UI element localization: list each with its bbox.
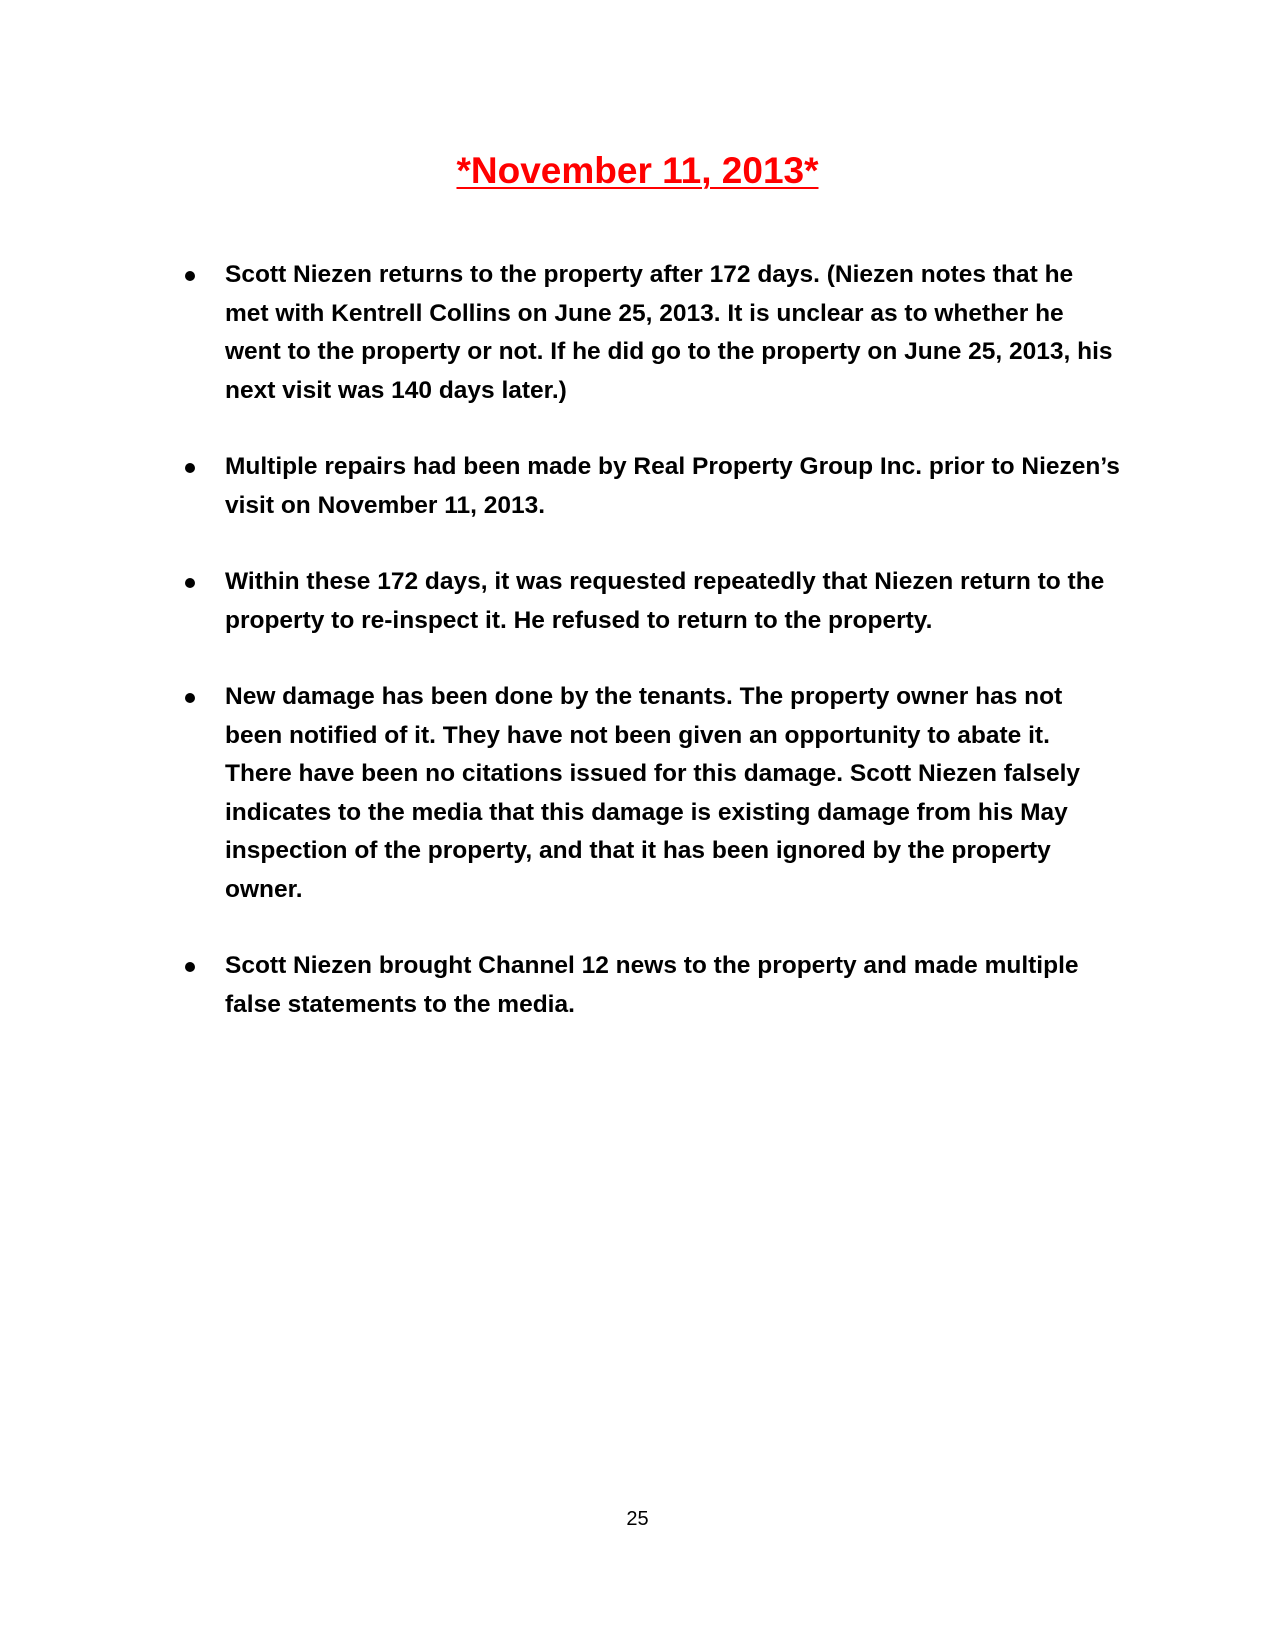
bullet-icon (185, 693, 195, 703)
list-item (185, 678, 1120, 909)
page-number: 25 (626, 1508, 649, 1530)
list-item (185, 256, 1120, 410)
bullet-icon (185, 271, 195, 281)
list-item (185, 448, 1120, 525)
bullet-text: Multiple repairs had been made by Real Property Group Inc. prior to Niezen’s visit on November 11, 2013. (225, 453, 1120, 519)
list-item (185, 947, 1120, 1024)
bullet-icon (185, 463, 195, 473)
bullet-text: Within these 172 days, it was requested repeatedly that Niezen return to the property to re-inspect it. He refused to return to the property. (225, 568, 1105, 634)
bullet-text: Scott Niezen brought Channel 12 news to the property and made multiple false statements to the media. (225, 952, 1079, 1018)
bullet-text: Scott Niezen returns to the property after 172 days. (Niezen notes that he met with Kentrell Collins on June 25, 2013. It is unclear as to whether he went to the property or not. If he did go to the property on June 25, 2013, his next visit was 140 days later.) (225, 261, 1113, 404)
list-item (185, 563, 1120, 640)
bullet-text: New damage has been done by the tenants. The property owner has not been notified of it. They have not been given an opportunity to abate it. There have been no citations issued for this damage. Scott Niezen falsely indicates to the media that this damage is existing damage from his May inspection of the property, and that it has been ignored by the property owner. (225, 683, 1081, 903)
bullet-icon (185, 962, 195, 972)
bullet-list (185, 256, 1120, 1062)
bullet-icon (185, 578, 195, 588)
page-title: *November 11, 2013* (456, 150, 819, 191)
